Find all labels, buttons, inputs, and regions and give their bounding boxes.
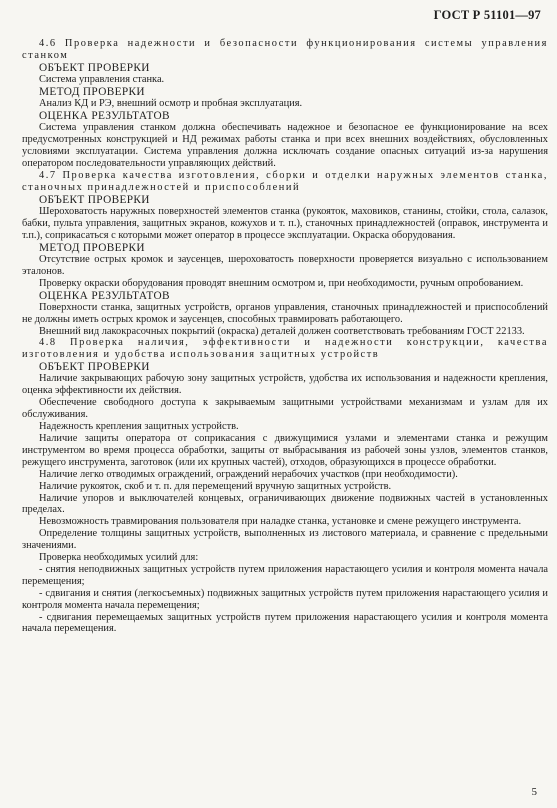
subsection-heading: ОЦЕНКА РЕЗУЛЬТАТОВ [39, 289, 170, 302]
paragraph: - сдвигания и снятия (легкосъемных) подвижных защитных устройств путем приложения нарастающего усилия и контроля момента начала перемещения; [22, 587, 548, 611]
section-heading: 4.6 Проверка надежности и безопасности функционирования системы управления станком [22, 38, 548, 61]
paragraph: Обеспечение свободного доступа к закрываемым защитными устройствами механизмам и узлам для их обслуживания. [22, 397, 548, 421]
document-id-header: ГОСТ Р 51101—97 [433, 8, 541, 22]
paragraph: - снятия неподвижных защитных устройств путем приложения нарастающего усилия и контроля момента начала перемещения; [22, 563, 548, 587]
paragraph: Наличие закрывающих рабочую зону защитных устройств, удобства их использования и надежности крепления, оценка эффективности их действия. [22, 373, 548, 397]
paragraph: Надежность крепления защитных устройств. [39, 421, 239, 433]
paragraph: Наличие легко отводимых ограждений, ограждений нерабочих участков (при необходимости). [39, 468, 458, 480]
subsection-heading: ОЦЕНКА РЕЗУЛЬТАТОВ [39, 110, 170, 123]
paragraph: Внешний вид лакокрасочных покрытий (окраска) деталей должен соответствовать требованиям ГОСТ 22133. [39, 325, 525, 337]
subsection-heading: ОБЪЕКТ ПРОВЕРКИ [39, 193, 150, 206]
paragraph: Проверка необходимых усилий для: [39, 552, 199, 564]
page-number: 5 [531, 786, 537, 798]
paragraph: Невозможность травмирования пользователя при наладке станка, установке и смене режущего инструмента. [39, 516, 522, 528]
section-heading: 4.7 Проверка качества изготовления, сборки и отделки наружных элементов станка, станочных принадлежностей и приспособлений [22, 169, 548, 193]
subsection-heading: МЕТОД ПРОВЕРКИ [39, 241, 145, 254]
paragraph: Анализ КД и РЭ, внешний осмотр и пробная эксплуатация. [39, 98, 303, 110]
document-body [22, 38, 548, 635]
paragraph: Наличие рукояток, скоб и т. п. для перемещений вручную защитных устройств. [39, 480, 392, 492]
paragraph: Проверку окраски оборудования проводят внешним осмотром и, при необходимости, ручным опробованием. [39, 277, 524, 289]
section-heading: 4.8 Проверка наличия, эффективности и надежности конструкции, качества изготовления и удобства использования защитных устройств [22, 337, 548, 361]
paragraph: Наличие упоров и выключателей концевых, ограничивающих движение подвижных частей в установленных пределах. [22, 492, 548, 516]
paragraph: Шероховатость наружных поверхностей элементов станка (рукояток, маховиков, станины, стойки, стола, салазок, бабки, пульта управления, защитных экранов, кожухов и т. п.), станочных принадлежностей (оправок, инструмента и т.п.), соприкасаться с которыми может оператор в процессе эксплуатации. Окраска оборудования. [22, 205, 548, 241]
paragraph: Система управления станком должна обеспечивать надежное и безопасное ее функционирование на всех предусмотренных конструкцией и НД режимах работы станка и при всех внешних воздействиях, обусловленных условиями эксплуатации. Система управления должна исключать создание опасных ситуаций из-за нарушения оператором последовательности управляющих действий. [22, 122, 548, 169]
subsection-heading: ОБЪЕКТ ПРОВЕРКИ [39, 361, 150, 374]
paragraph: - сдвигания перемещаемых защитных устройств путем приложения нарастающего усилия и контроля момента начала перемещения. [22, 611, 548, 635]
subsection-heading: МЕТОД ПРОВЕРКИ [39, 85, 145, 98]
paragraph: Система управления станка. [39, 74, 165, 86]
paragraph: Поверхности станка, защитных устройств, органов управления, станочных принадлежностей и приспособлений не должны иметь острых кромок и заусенцев, способных травмировать работающего. [22, 301, 548, 325]
paragraph: Определение толщины защитных устройств, выполненных из листового материала, и сравнение с предельными значениями. [22, 528, 548, 552]
subsection-heading: ОБЪЕКТ ПРОВЕРКИ [39, 61, 150, 74]
paragraph: Отсутствие острых кромок и заусенцев, шероховатость поверхности проверяется визуально с использованием эталонов. [22, 253, 548, 277]
paragraph: Наличие защиты оператора от соприкасания с движущимися узлами и элементами станка и режущим инструментом во время процесса обработки, защиты от выбрасывания из рабочей зоны узлов, элементов станков, режущего инструмента, заготовок (или их крупных частей), отходов, образующихся в процессе обработки. [22, 432, 548, 468]
